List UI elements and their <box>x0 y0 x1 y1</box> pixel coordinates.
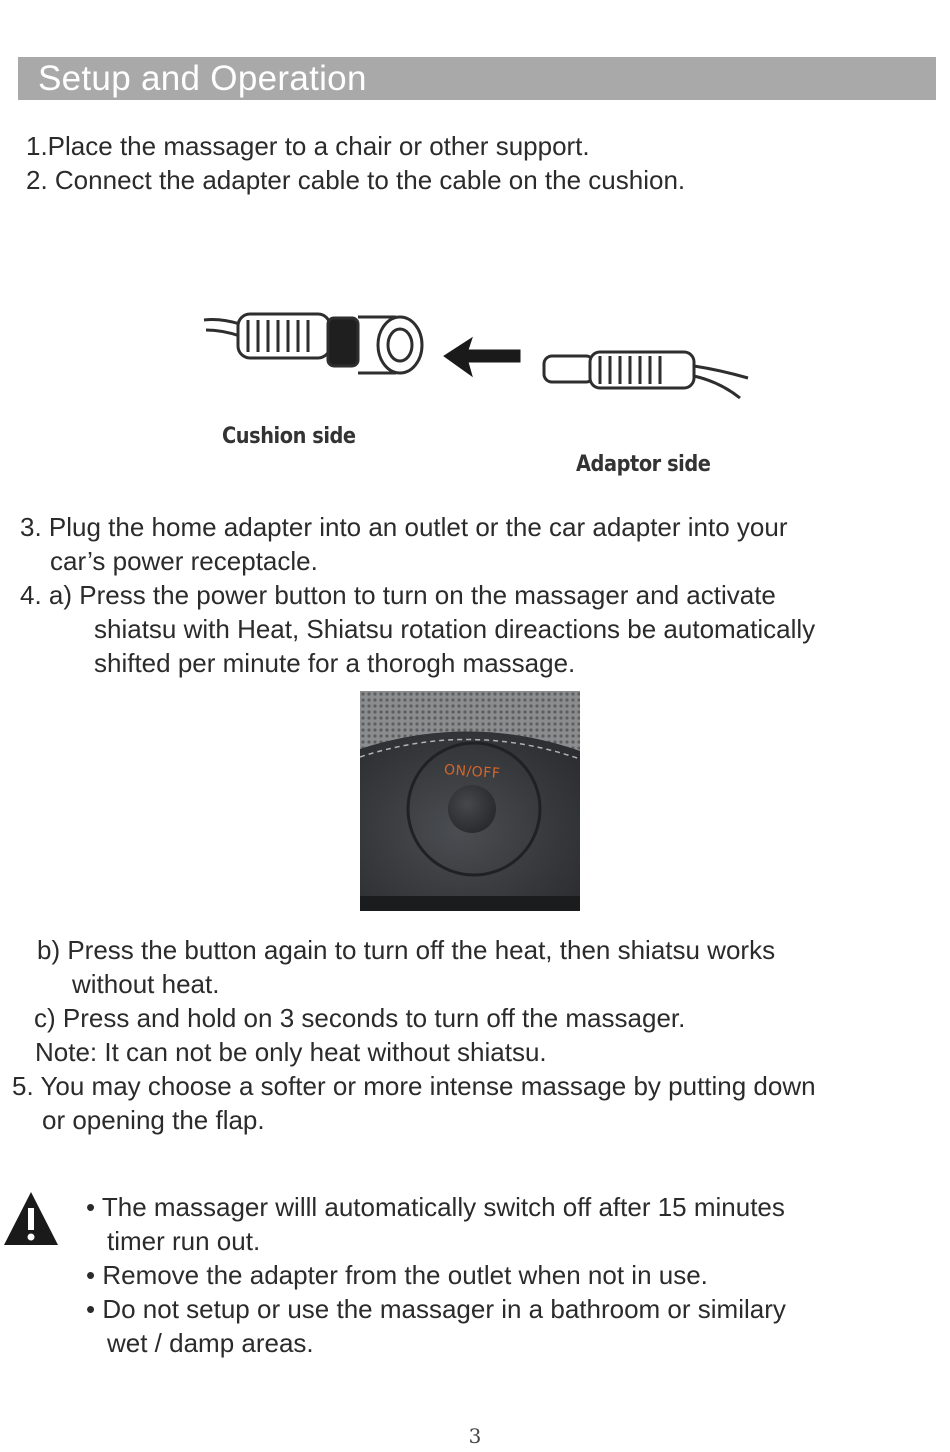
page-number: 3 <box>468 1424 482 1448</box>
step-1: 1.Place the massager to a chair or other support. <box>26 131 590 161</box>
note-text: Note: It can not be only heat without shiatsu. <box>35 1037 547 1067</box>
warning-3-line-1: • Do not setup or use the massager in a bathroom or similary <box>86 1294 786 1324</box>
step-4b-line-1: b) Press the button again to turn off the heat, then shiatsu works <box>37 935 776 965</box>
section-title: Setup and Operation <box>38 59 367 98</box>
cushion-side-label: Cushion side <box>222 424 356 449</box>
step-5-line-1: 5. You may choose a softer or more intense massage by putting down <box>12 1071 816 1101</box>
step-4a-line-2: shiatsu with Heat, Shiatsu rotation direactions be automatically <box>94 614 816 644</box>
power-button-knob <box>448 785 496 833</box>
warning-1-line-1: • The massager willl automatically switch off after 15 minutes <box>86 1192 785 1222</box>
cushion-cable-connector <box>204 314 422 373</box>
adaptor-side-label: Adaptor side <box>576 452 711 477</box>
step-3-line-2: car’s power receptacle. <box>50 546 318 576</box>
step-4a-line-1: 4. a) Press the power button to turn on the massager and activate <box>20 580 776 610</box>
step-4a-line-3: shifted per minute for a thorogh massage. <box>94 648 576 678</box>
adaptor-cable-connector <box>544 352 748 398</box>
warning-2: • Remove the adapter from the outlet when not in use. <box>86 1260 708 1290</box>
power-button-photo <box>360 691 580 911</box>
step-5-line-2: or opening the flap. <box>42 1105 265 1135</box>
warning-3-line-2: wet / damp areas. <box>107 1328 314 1358</box>
warning-icon <box>2 1190 60 1248</box>
step-3-line-1: 3. Plug the home adapter into an outlet or the car adapter into your <box>20 512 788 542</box>
warning-1-line-2: timer run out. <box>107 1226 261 1256</box>
insertion-arrow <box>444 338 520 376</box>
step-2: 2. Connect the adapter cable to the cable on the cushion. <box>26 165 686 195</box>
step-4b-line-2: without heat. <box>72 969 220 999</box>
on-off-label: ON/OFF <box>443 762 501 782</box>
step-4c: c) Press and hold on 3 seconds to turn off the massager. <box>34 1003 686 1033</box>
